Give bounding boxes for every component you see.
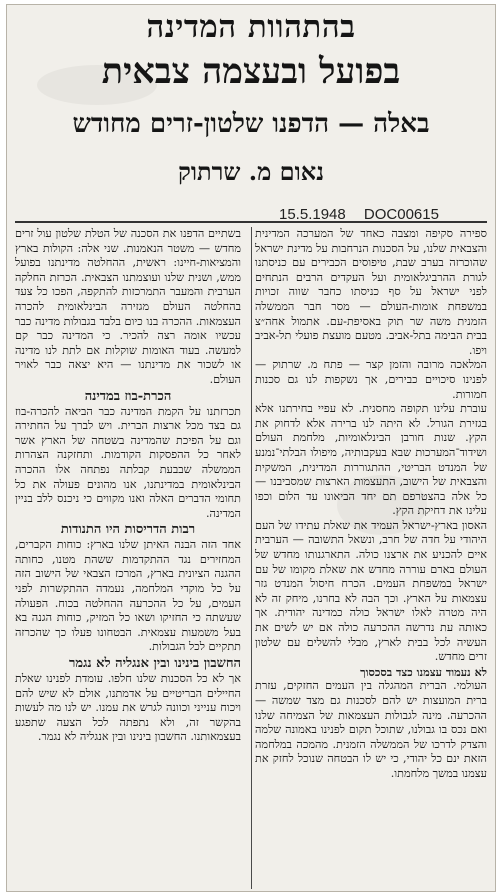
article-subhead: רבות הדריסות היו התנודות bbox=[60, 522, 196, 538]
column-divider bbox=[251, 227, 252, 889]
headline-line-2: בפועל ובעצמה צבאית bbox=[101, 51, 401, 92]
article-paragraph: אך לא כל הסכנות שלנו חלפו. עומדת לפנינו שאלת החיילים הבריטיים על אדמתנו, אולם לא שיש להם ויכוח ענייני וכוונה לגרש את עמנו. יש לנו מה לעשות בהקשר זה, ולא נתפתה לכל הצעה שתפגע בעצמאותנו. החשבון בינינו ובין אנגליה לא נגמר. bbox=[15, 672, 241, 744]
newspaper-clipping bbox=[6, 4, 496, 892]
article-column-left bbox=[15, 227, 241, 889]
headline-line-1: בהתהוות המדינה bbox=[146, 9, 356, 45]
clipping-body bbox=[7, 5, 495, 891]
headline-line-4: נאום מ. שרתוק bbox=[177, 157, 325, 186]
article-paragraph: בשתיים הדפנו את הסכנה של הטלת שלטון עול זרים מחדש — משטר הנאמנות. שני אלה: הקולות בארץ והמציאות-חיינו: ראשית, ההחלטה מדינתנו בפועל ממש, ושנית שלנו ועוצמתנו הצבאית. הכרזת החלקה הערבית והמעבר התמרכזות להתקפה, הפכו כל צעד בהחלטה העולם מגזירה הבינלאומית להכרה העצמאות. ההכרה בנו כיום בלבד בגבולות מדינה כבר עכשיו אומה רצה להכיר. כי המדינה כבר קם למעשה. בעוד האומות שוקלות אם לתת לנו מדינה או לשכור את מדינתנו — היא יצאה כבר לאויר העולם. bbox=[15, 227, 241, 386]
document-date: 15.5.1948 bbox=[279, 206, 346, 223]
article-paragraph: תכרזתנו על הקמת המדינה כבר הביאה להכרה-בוז גם בצד מכל ארצות הברית. ויש לברך על החתירה וגם על הפיכת שהמדינה בשטחה של הארץ אשר לאחר כל ההפסקות הקודמות. ותחזקנה הצהרות הממשלה שבבעת קבלתה נפתחה אלו ההכרה הבינלאומית במדינתנו, אנו מהונים פעולה את כל תחומי הדברים האלה ואנו מקווים כי ניכנס ללב בניין המדינה. bbox=[15, 404, 241, 520]
article-paragraph: העולמי. הברית המהגלה בין העמים החזקים, עזרת ברית המועצות יש להם לסכנות גם מצד שמשה — ההכרעה. מינה לגבולות העצמאות של הצמיחה שלנו ואם נכס בו גבולנו, שתוכל תקום לפנינו באמונה שלמה והצדק לדרכו של הממשלה הזמנית. מהמכה במלחמה הזאת ינם כל יהודי, כי יש לו הבטחה שנוכל לחזק את עצמנו במשך מלחמתו. bbox=[255, 679, 487, 780]
article-paragraph: ספירה סקיפה ומצבה כאחד של המערכה המדינית והצבאית שלנו, על הסכנות הנרחבות על מדינת ישראל שהוכרזה בערב שבת, טיפוסים הכבירים עם כניסתנו לגורת ההרביגלאומית ועל העקדים הרבים הנתחים לפני ישראל על סף כניסתו כחבר שווה זכויות במשפחת אומות-העולם — מסר חבר הממשלה הזמנית משה שר תוק באסיפת-עם. אתמול אחה״צ בבית הבימה בתל-אביב. מטעם מועצת פועלי תל-אביב ויפו. bbox=[255, 227, 487, 357]
document-meta bbox=[279, 206, 453, 223]
article-subhead: החשבון בינינו ובין אנגליה לא נגמר bbox=[69, 656, 241, 672]
headline-line-3: באלה — הדפנו שלטון-זרים מחודש bbox=[72, 109, 430, 139]
article-paragraph: האסון בארץ-ישראל העמיד את שאלת עתידו של העם היהודי על חדה של חרב, ונשאל התשובה — הערבית איים להכניע את ארצנו כולה. התארגנותו מחדש של העולם בארם עוררה מחדש את שאלת מקומו של עם ישראל במשפחת העמים. הכרח חיסול המנדט גזר עצמאות על הארץ. וכך הבה לא בחרנו, מיחק זה לא היה מטרה לאלו ישראל כולה כמדינה יהודית. אך כאותה עת נדרשה ההכרעה כולה אם יש לשים את העשיה לכל בבית לארץ, מבלי להשלים עם שלטון זרים מחדש. bbox=[255, 518, 487, 664]
article-subhead: לא נעמוד עצמנו כצד בסכסוך bbox=[360, 664, 487, 679]
article-paragraph: עוברת עלינו תקופה מחסנית. לא עפיי בחירתנו אלא בגזירת הגורל. לא היתה לנו ברירה אלא לדחוק את הקץ. שנות חורבן הבינלאומיות, מלחמת העולם ושידוד־המערכות שבא בעקבותיה, מיפולו הבלתי־נמנע של המנדט הבריטי, ההתגוררות המדינית, המשקית והצבאית של הישוב, התעצמות הארצות שמסביבנו — כל אלה בהצטרפם תם יחד הביאונו עד הלום וכפו עלינו את דחיקת הקץ. bbox=[255, 402, 487, 518]
article-paragraph: אחד הזה הבנה האיתן שלנו בארץ: כוחות הקברים, המחזירים נגד ההתקדמות ששהת מטנו, כחותה ההגנה הציונית בארץ, המרכז הצבאי של הישוב הזה על כל מוקדי המלחמה, נעמדה ההתקשרות לפני העמים, על כל ההכרעה ההחלטה בכוח. הפעולה שעשתה כי החזיקו ושאו כל המזיק, כוחות הגנה בא בעל משמעות עצמאית. הבטחונו פעלו כך שהכרזה תתקיים לכל הגבולות. bbox=[15, 538, 241, 654]
article-subhead: הכרת-בוז במדינה bbox=[84, 388, 172, 404]
article-column-right bbox=[255, 227, 487, 889]
document-id: DOC00615 bbox=[363, 206, 439, 223]
article-paragraph: המלאכה מרובה והזמן קצר — פתח מ. שרתוק — לפנינו סיכויים כבירים, אך נשקפות לנו גם סכנות חמורות. bbox=[255, 358, 487, 401]
